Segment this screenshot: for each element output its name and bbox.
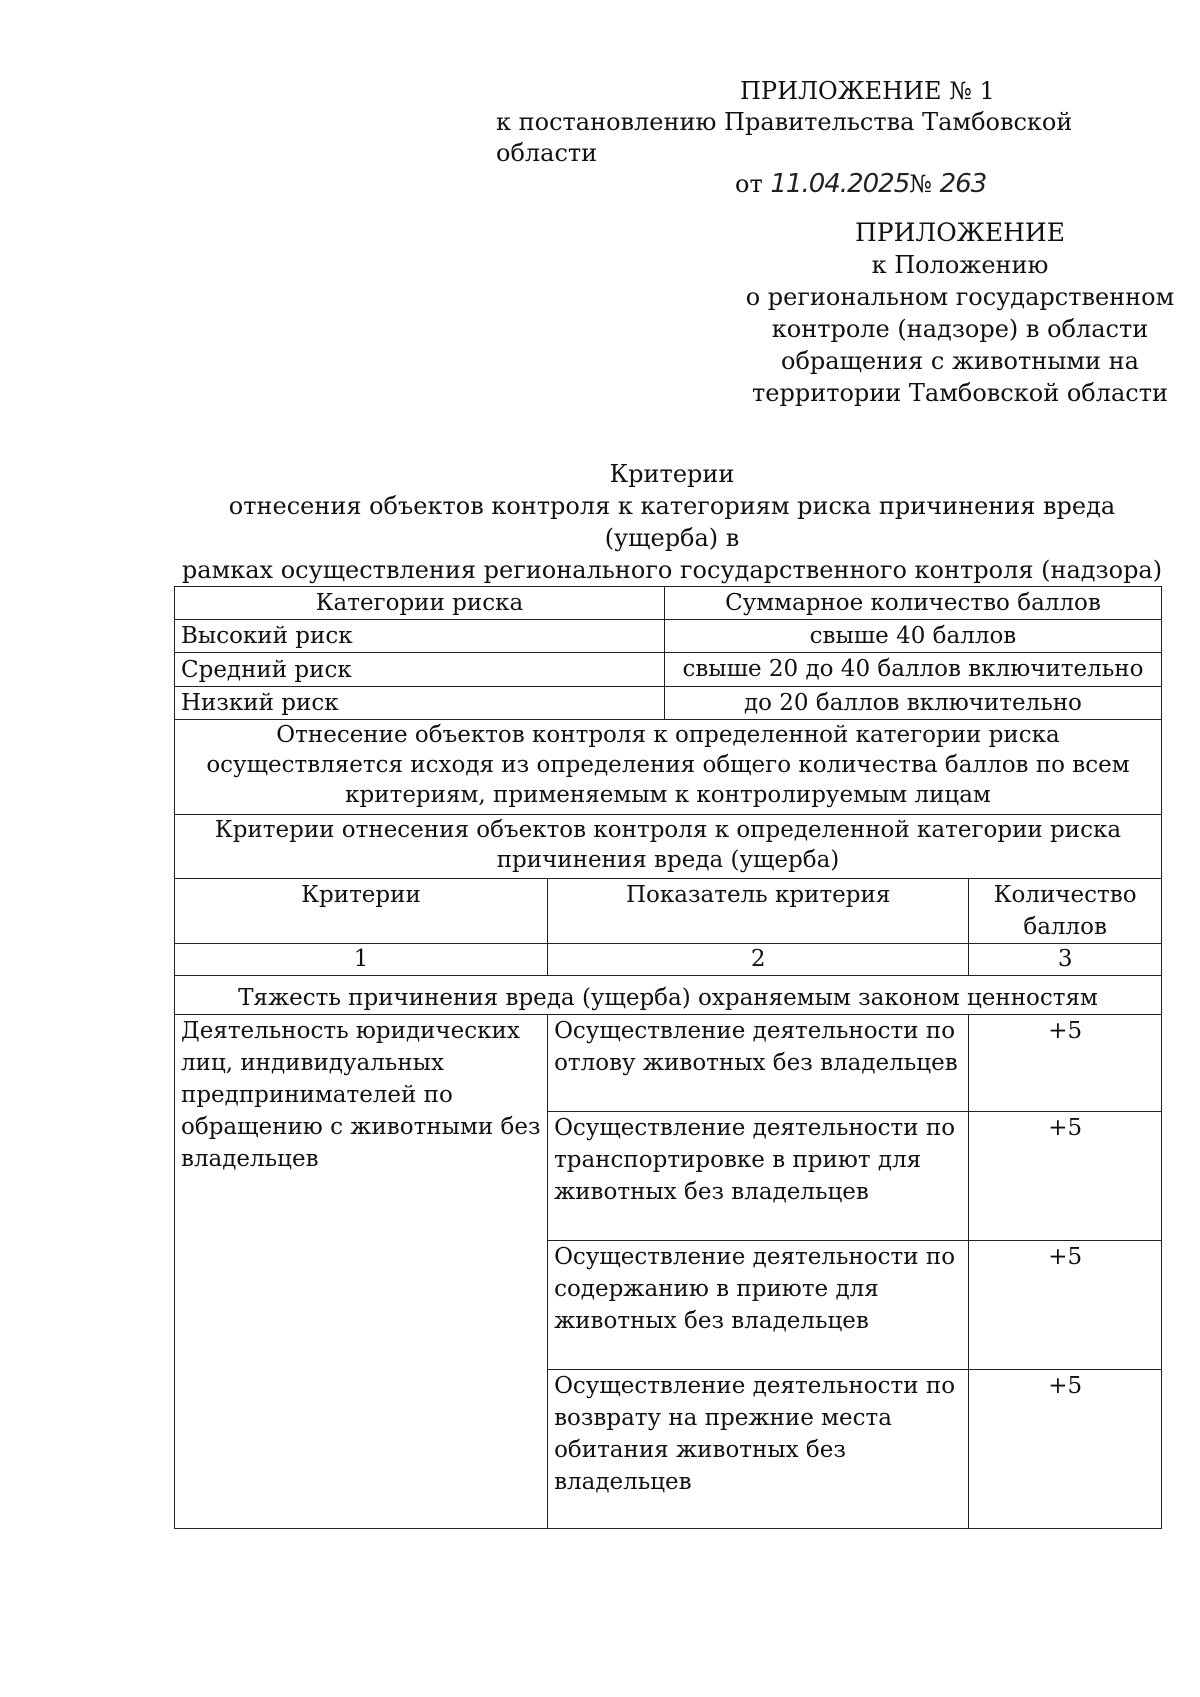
appendix-1-date-line: [460, 169, 1160, 200]
risk-criteria-table: [174, 586, 1162, 1529]
handwritten-number: 263: [939, 169, 987, 199]
risk-category-cell: Низкий риск: [175, 687, 665, 720]
appendix-2-line: обращения с животными на: [781, 347, 1139, 375]
criterion-cell: Деятельность юридических лиц, индивидуальных предпринимателей по обращению с животными без владельцев: [175, 1015, 548, 1529]
risk-category-cell: Высокий риск: [175, 620, 665, 653]
appendix-2-line: ПРИЛОЖЕНИЕ: [855, 218, 1065, 247]
column-number: 2: [548, 944, 969, 976]
table-row: [175, 1015, 1162, 1112]
date-prefix: от: [735, 170, 763, 198]
table-row: [175, 687, 1162, 720]
risk-total-cell: до 20 баллов включительно: [664, 687, 1161, 720]
appendix-2-line: о региональном государственном: [745, 283, 1175, 311]
appendix-2-header: [740, 217, 1180, 409]
points-cell: +5: [969, 1241, 1162, 1370]
appendix-1-header: [460, 76, 1160, 200]
column-header-indicator: Показатель критерия: [548, 879, 969, 944]
points-cell: +5: [969, 1015, 1162, 1112]
table-header-row: [175, 587, 1162, 620]
section-title-row: [175, 976, 1162, 1015]
column-number-row: [175, 944, 1162, 976]
table-note-row: [175, 720, 1162, 815]
indicator-cell: Осуществление деятельности по транспортировке в приют для животных без владельцев: [548, 1112, 969, 1241]
column-header-criterion: Критерии: [175, 879, 548, 944]
criteria-column-header-row: [175, 879, 1162, 944]
document-title-heading: Критерии: [609, 460, 735, 488]
document-title-line: отнесения объектов контроля к категориям риска причинения вреда (ущерба) в: [228, 492, 1116, 552]
points-cell: +5: [969, 1370, 1162, 1529]
table-row: [175, 620, 1162, 653]
document-title-line: рамках осуществления регионального государственного контроля (надзора): [181, 556, 1163, 584]
appendix-2-line: к Положению: [871, 251, 1049, 279]
section-title: Тяжесть причинения вреда (ущерба) охраняемым законом ценностям: [175, 976, 1162, 1015]
table-note: Отнесение объектов контроля к определенной категории риска осуществляется исходя из определения общего количества баллов по всем критериям, применяемым к контролируемым лицам: [175, 720, 1162, 815]
header-category: Категории риска: [175, 587, 665, 620]
appendix-2-line: территории Тамбовской области: [752, 379, 1168, 407]
risk-total-cell: свыше 20 до 40 баллов включительно: [664, 653, 1161, 687]
number-prefix: №: [909, 170, 932, 198]
column-number: 1: [175, 944, 548, 976]
appendix-2-line: контроле (надзоре) в области: [771, 315, 1149, 343]
column-header-points: Количество баллов: [969, 879, 1162, 944]
table-row: [175, 653, 1162, 687]
appendix-1-subtitle: к постановлению Правительства Тамбовской области: [496, 108, 1073, 167]
document-title: [172, 458, 1172, 586]
indicator-cell: Осуществление деятельности по содержанию в приюте для животных без владельцев: [548, 1241, 969, 1370]
appendix-1-title: ПРИЛОЖЕНИЕ № 1: [740, 77, 995, 105]
points-cell: +5: [969, 1112, 1162, 1241]
risk-category-cell: Средний риск: [175, 653, 665, 687]
indicator-cell: Осуществление деятельности по отлову животных без владельцев: [548, 1015, 969, 1112]
header-total-points: Суммарное количество баллов: [664, 587, 1161, 620]
risk-total-cell: свыше 40 баллов: [664, 620, 1161, 653]
column-number: 3: [969, 944, 1162, 976]
criteria-title: Критерии отнесения объектов контроля к определенной категории риска причинения вреда (ущерба): [175, 815, 1162, 879]
criteria-title-row: [175, 815, 1162, 879]
indicator-cell: Осуществление деятельности по возврату на прежние места обитания животных без владельцев: [548, 1370, 969, 1529]
handwritten-date: 11.04.2025: [770, 169, 910, 199]
